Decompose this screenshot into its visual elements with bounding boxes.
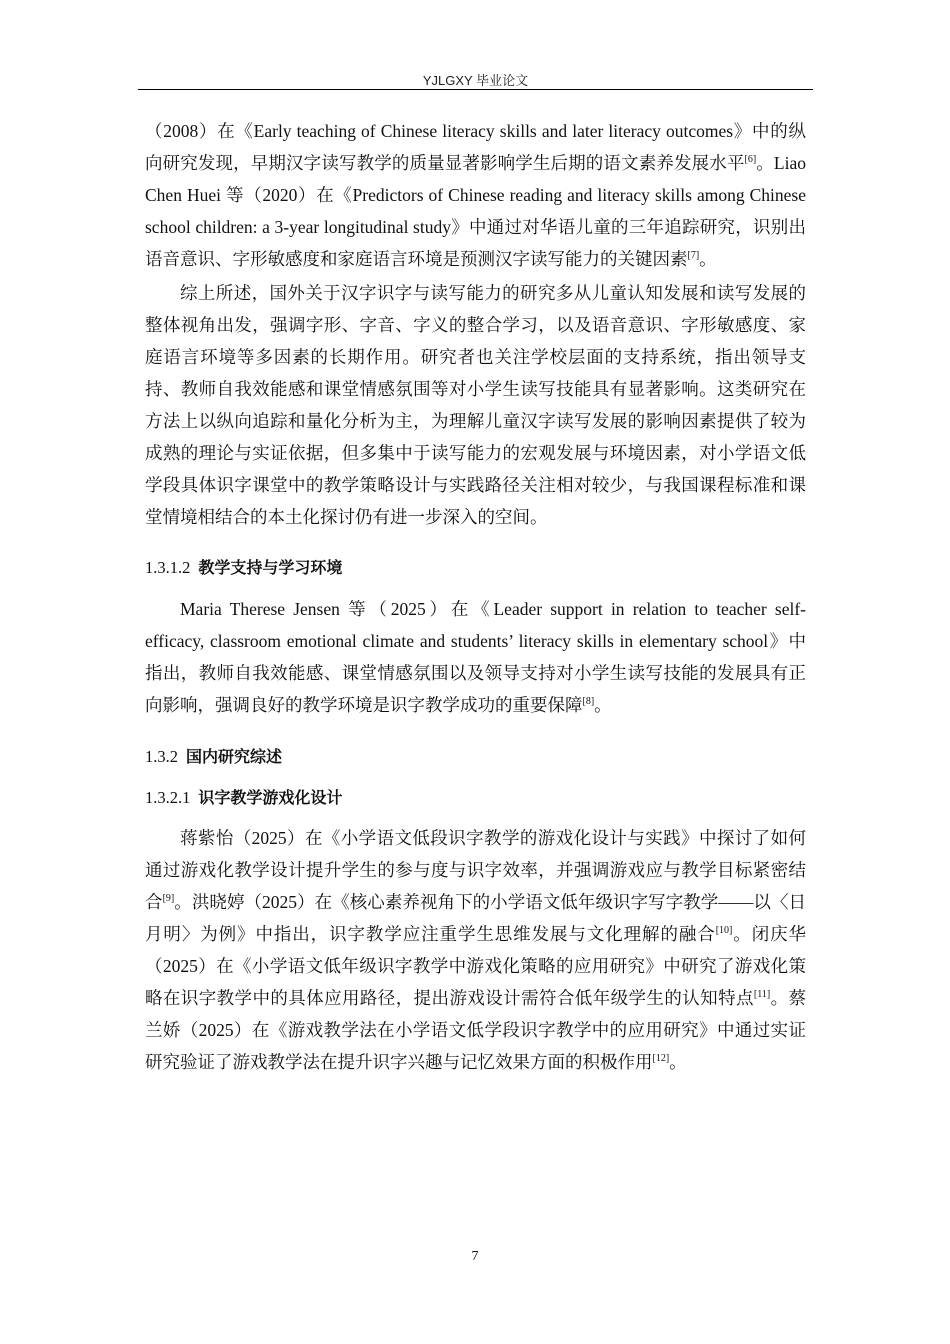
heading-text: 国内研究综述 xyxy=(186,747,283,766)
paragraph-text: 。蔡兰娇（2025）在《游戏教学法在小学语文低学段识字教学中的应用研究》中通过实证研究验证了游戏教学法在提升识字兴趣与记忆效果方面的积极作用 xyxy=(145,988,807,1072)
paragraph-foreign-study-continued xyxy=(145,115,806,275)
page-header: YJLGXY 毕业论文 xyxy=(422,73,529,88)
paragraph-text: Maria Therese Jensen 等（2025）在《Leader support in relation to teacher self-efficacy, classroom emotional climate and students’ literacy skills in elementary school》中指出，教师自我效能感、课堂情感氛围以及领导支持对小学生读写技能的发展具有正向影响，强调良好的教学环境是识字教学成功的重要保障 xyxy=(145,599,806,715)
paragraph-teaching-support xyxy=(145,593,806,721)
paragraph-text: （2008）在《Early teaching of Chinese literacy skills and later literacy outcomes》中的纵向研究发现，早期汉字读写教学的质量显著影响学生后期的语文素养发展水平 xyxy=(145,121,806,173)
citation-7: [7] xyxy=(687,250,700,262)
citation-12: [12] xyxy=(652,1053,670,1065)
page-number: 7 xyxy=(471,1249,479,1264)
citation-9: [9] xyxy=(162,893,175,905)
section-heading-1-3-1-2 xyxy=(145,556,806,580)
paragraph-gamification-studies xyxy=(145,822,806,1078)
section-heading-1-3-2-1 xyxy=(145,786,806,810)
heading-number: 1.3.1.2 xyxy=(145,558,191,577)
paragraph-text: 。 xyxy=(669,1052,687,1072)
paragraph-text: 蒋紫怡（2025）在《小学语文低段识字教学的游戏化设计与实践》中探讨了如何通过游戏化教学设计提升学生的参与度与识字效率，并强调游戏应与教学目标紧密结合 xyxy=(145,828,806,912)
citation-11: [11] xyxy=(753,989,771,1001)
paragraph-text: 。Liao Chen Huei 等（2020）在《Predictors of Chinese reading and literacy skills among Chinese school children: a 3-year longitudinal study》中通过对华语儿童的三年追踪研究，识别出语音意识、字形敏感度和家庭语言环境是预测汉字读写能力的关键因素 xyxy=(145,153,806,269)
paragraph-text: 。闭庆华（2025）在《小学语文低年级识字教学中游戏化策略的应用研究》中研究了游戏化策略在识字教学中的具体应用路径，提出游戏设计需符合低年级学生的认知特点 xyxy=(145,924,807,1008)
paragraph-text: 。洪晓婷（2025）在《核心素养视角下的小学语文低年级识字写字教学——以〈日月明〉为例》中指出，识字教学应注重学生思维发展与文化理解的融合 xyxy=(145,892,807,944)
paragraph-text: 。 xyxy=(594,695,612,715)
citation-8: [8] xyxy=(582,696,595,708)
citation-10: [10] xyxy=(715,925,733,937)
heading-text: 识字教学游戏化设计 xyxy=(198,788,343,807)
heading-text: 教学支持与学习环境 xyxy=(198,558,343,577)
paragraph-text: 。 xyxy=(699,249,717,269)
section-heading-1-3-2 xyxy=(145,745,806,769)
heading-number: 1.3.2 xyxy=(145,747,178,766)
citation-6: [6] xyxy=(744,154,757,166)
header-rule xyxy=(138,89,813,90)
heading-number: 1.3.2.1 xyxy=(145,788,191,807)
paragraph-summary: 综上所述，国外关于汉字识字与读写能力的研究多从儿童认知发展和读写发展的整体视角出发，强调字形、字音、字义的整合学习，以及语音意识、字形敏感度、家庭语言环境等多因素的长期作用。研究者也关注学校层面的支持系统，指出领导支持、教师自我效能感和课堂情感氛围等对小学生读写技能具有显著影响。这类研究在方法上以纵向追踪和量化分析为主，为理解儿童汉字读写发展的影响因素提供了较为成熟的理论与实证依据，但多集中于读写能力的宏观发展与环境因素，对小学语文低学段具体识字课堂中的教学策略设计与实践路径关注相对较少，与我国课程标准和课堂情境相结合的本土化探讨仍有进一步深入的空间。 xyxy=(145,283,806,527)
document-body xyxy=(145,115,806,1078)
